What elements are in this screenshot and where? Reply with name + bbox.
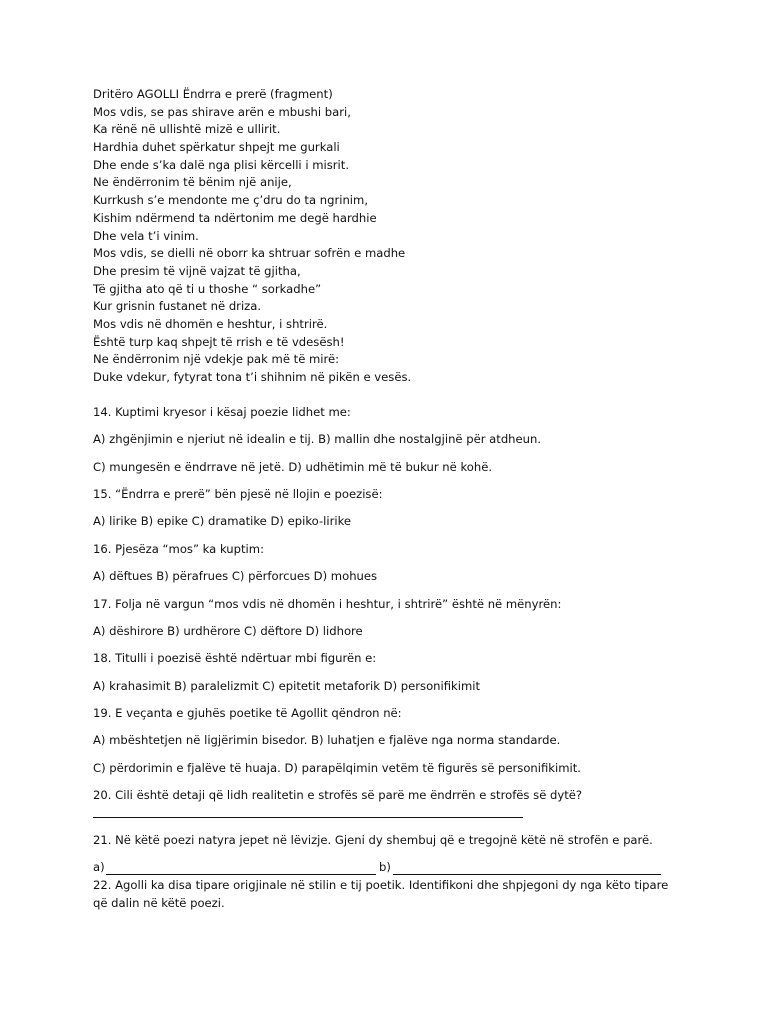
question-19-options-cd: C) përdorimin e fjalëve të huaja. D) parapëlqimin vetëm të figurës së personifikimit. — [93, 761, 581, 775]
poem-line: Kur grisnin fustanet në driza. — [93, 299, 262, 314]
answer-line-21b[interactable] — [393, 874, 661, 875]
poem-title: Dritëro AGOLLI Ëndrra e prerë (fragment) — [93, 87, 333, 101]
question-16: 16. Pjesëza “mos” ka kuptim: — [93, 542, 264, 556]
poem-line: Ne ëndërronim të bënim një anije, — [93, 175, 292, 190]
question-19-options-ab: A) mbështetjen në ligjërimin bisedor. B) luhatjen e fjalëve nga norma standarde. — [93, 733, 561, 747]
poem-line: Dhe ende s’ka dalë nga plisi kërcelli i misrit. — [93, 157, 350, 172]
poem-line: Mos vdis në dhomën e heshtur, i shtrirë. — [93, 316, 328, 331]
question-14-options-cd: C) mungesën e ëndrrave në jetë. D) udhëtimin më të bukur në kohë. — [93, 460, 493, 474]
poem-line: Të gjitha ato që ti u thoshe “ sorkadhe” — [93, 281, 322, 296]
answer-line-20[interactable] — [93, 817, 523, 818]
poem-line: Ne ëndërronim një vdekje pak më të mirë: — [93, 352, 340, 367]
poem-line: Dhe vela t’i vinim. — [93, 228, 199, 243]
question-17: 17. Folja në vargun “mos vdis në dhomën i heshtur, i shtrirë” është në mënyrën: — [93, 597, 562, 611]
answer-label-21b: b) — [379, 860, 391, 874]
answer-label-21a: a) — [93, 860, 105, 874]
poem-line: Kishim ndërmend ta ndërtonim me degë hardhie — [93, 210, 377, 225]
question-15-options: A) lirike B) epike C) dramatike D) epiko-lirike — [93, 514, 352, 528]
poem-line: Kurrkush s’e mendonte me ç’dru do ta ngrinim, — [93, 193, 369, 208]
question-18-options: A) krahasimit B) paralelizmit C) epitetit metaforik D) personifikimit — [93, 679, 481, 693]
poem-line: Hardhia duhet spërkatur shpejt me gurkali — [93, 140, 340, 155]
poem-line: Duke vdekur, fytyrat tona t’i shihnim në pikën e vesës. — [93, 370, 412, 384]
poem-line: Dhe presim të vijnë vajzat të gjitha, — [93, 263, 301, 278]
question-14: 14. Kuptimi kryesor i kësaj poezie lidhet me: — [93, 405, 351, 419]
question-21: 21. Në këtë poezi natyra jepet në lëvizje. Gjeni dy shembuj që e tregojnë këtë në strofën e parë. — [93, 833, 653, 847]
question-18: 18. Titulli i poezisë është ndërtuar mbi figurën e: — [93, 651, 377, 665]
answer-line-21a[interactable] — [106, 874, 376, 875]
poem-line: Është turp kaq shpejt të rrish e të vdesësh! — [93, 334, 345, 349]
question-15: 15. “Ëndrra e prerë” bën pjesë në llojin e poezisë: — [93, 487, 383, 501]
question-14-options-ab: A) zhgënjimin e njeriut në idealin e tij. B) mallin dhe nostalgjinë për atdheun. — [93, 432, 542, 446]
question-19: 19. E veçanta e gjuhës poetike të Agollit qëndron në: — [93, 706, 402, 720]
question-16-options: A) dëftues B) përafrues C) përforcues D) mohues — [93, 569, 378, 583]
poem-line: Mos vdis, se dielli në oborr ka shtruar sofrën e madhe — [93, 246, 406, 261]
question-17-options: A) dëshirore B) urdhërore C) dëftore D) lidhore — [93, 624, 363, 638]
question-22: 22. Agolli ka disa tipare origjinale në stilin e tij poetik. Identifikoni dhe shpjegoni dy nga këto tipare që dalin në këtë poezi. — [93, 878, 669, 910]
poem-block — [93, 86, 693, 387]
poem-line: Ka rënë në ullishtë mizë e ullirit. — [93, 122, 281, 137]
poem-line: Mos vdis, se pas shirave arën e mbushi bari, — [93, 104, 351, 119]
question-20: 20. Cili është detaji që lidh realitetin e strofës së parë me ëndrrën e strofës së dytë? — [93, 788, 583, 802]
